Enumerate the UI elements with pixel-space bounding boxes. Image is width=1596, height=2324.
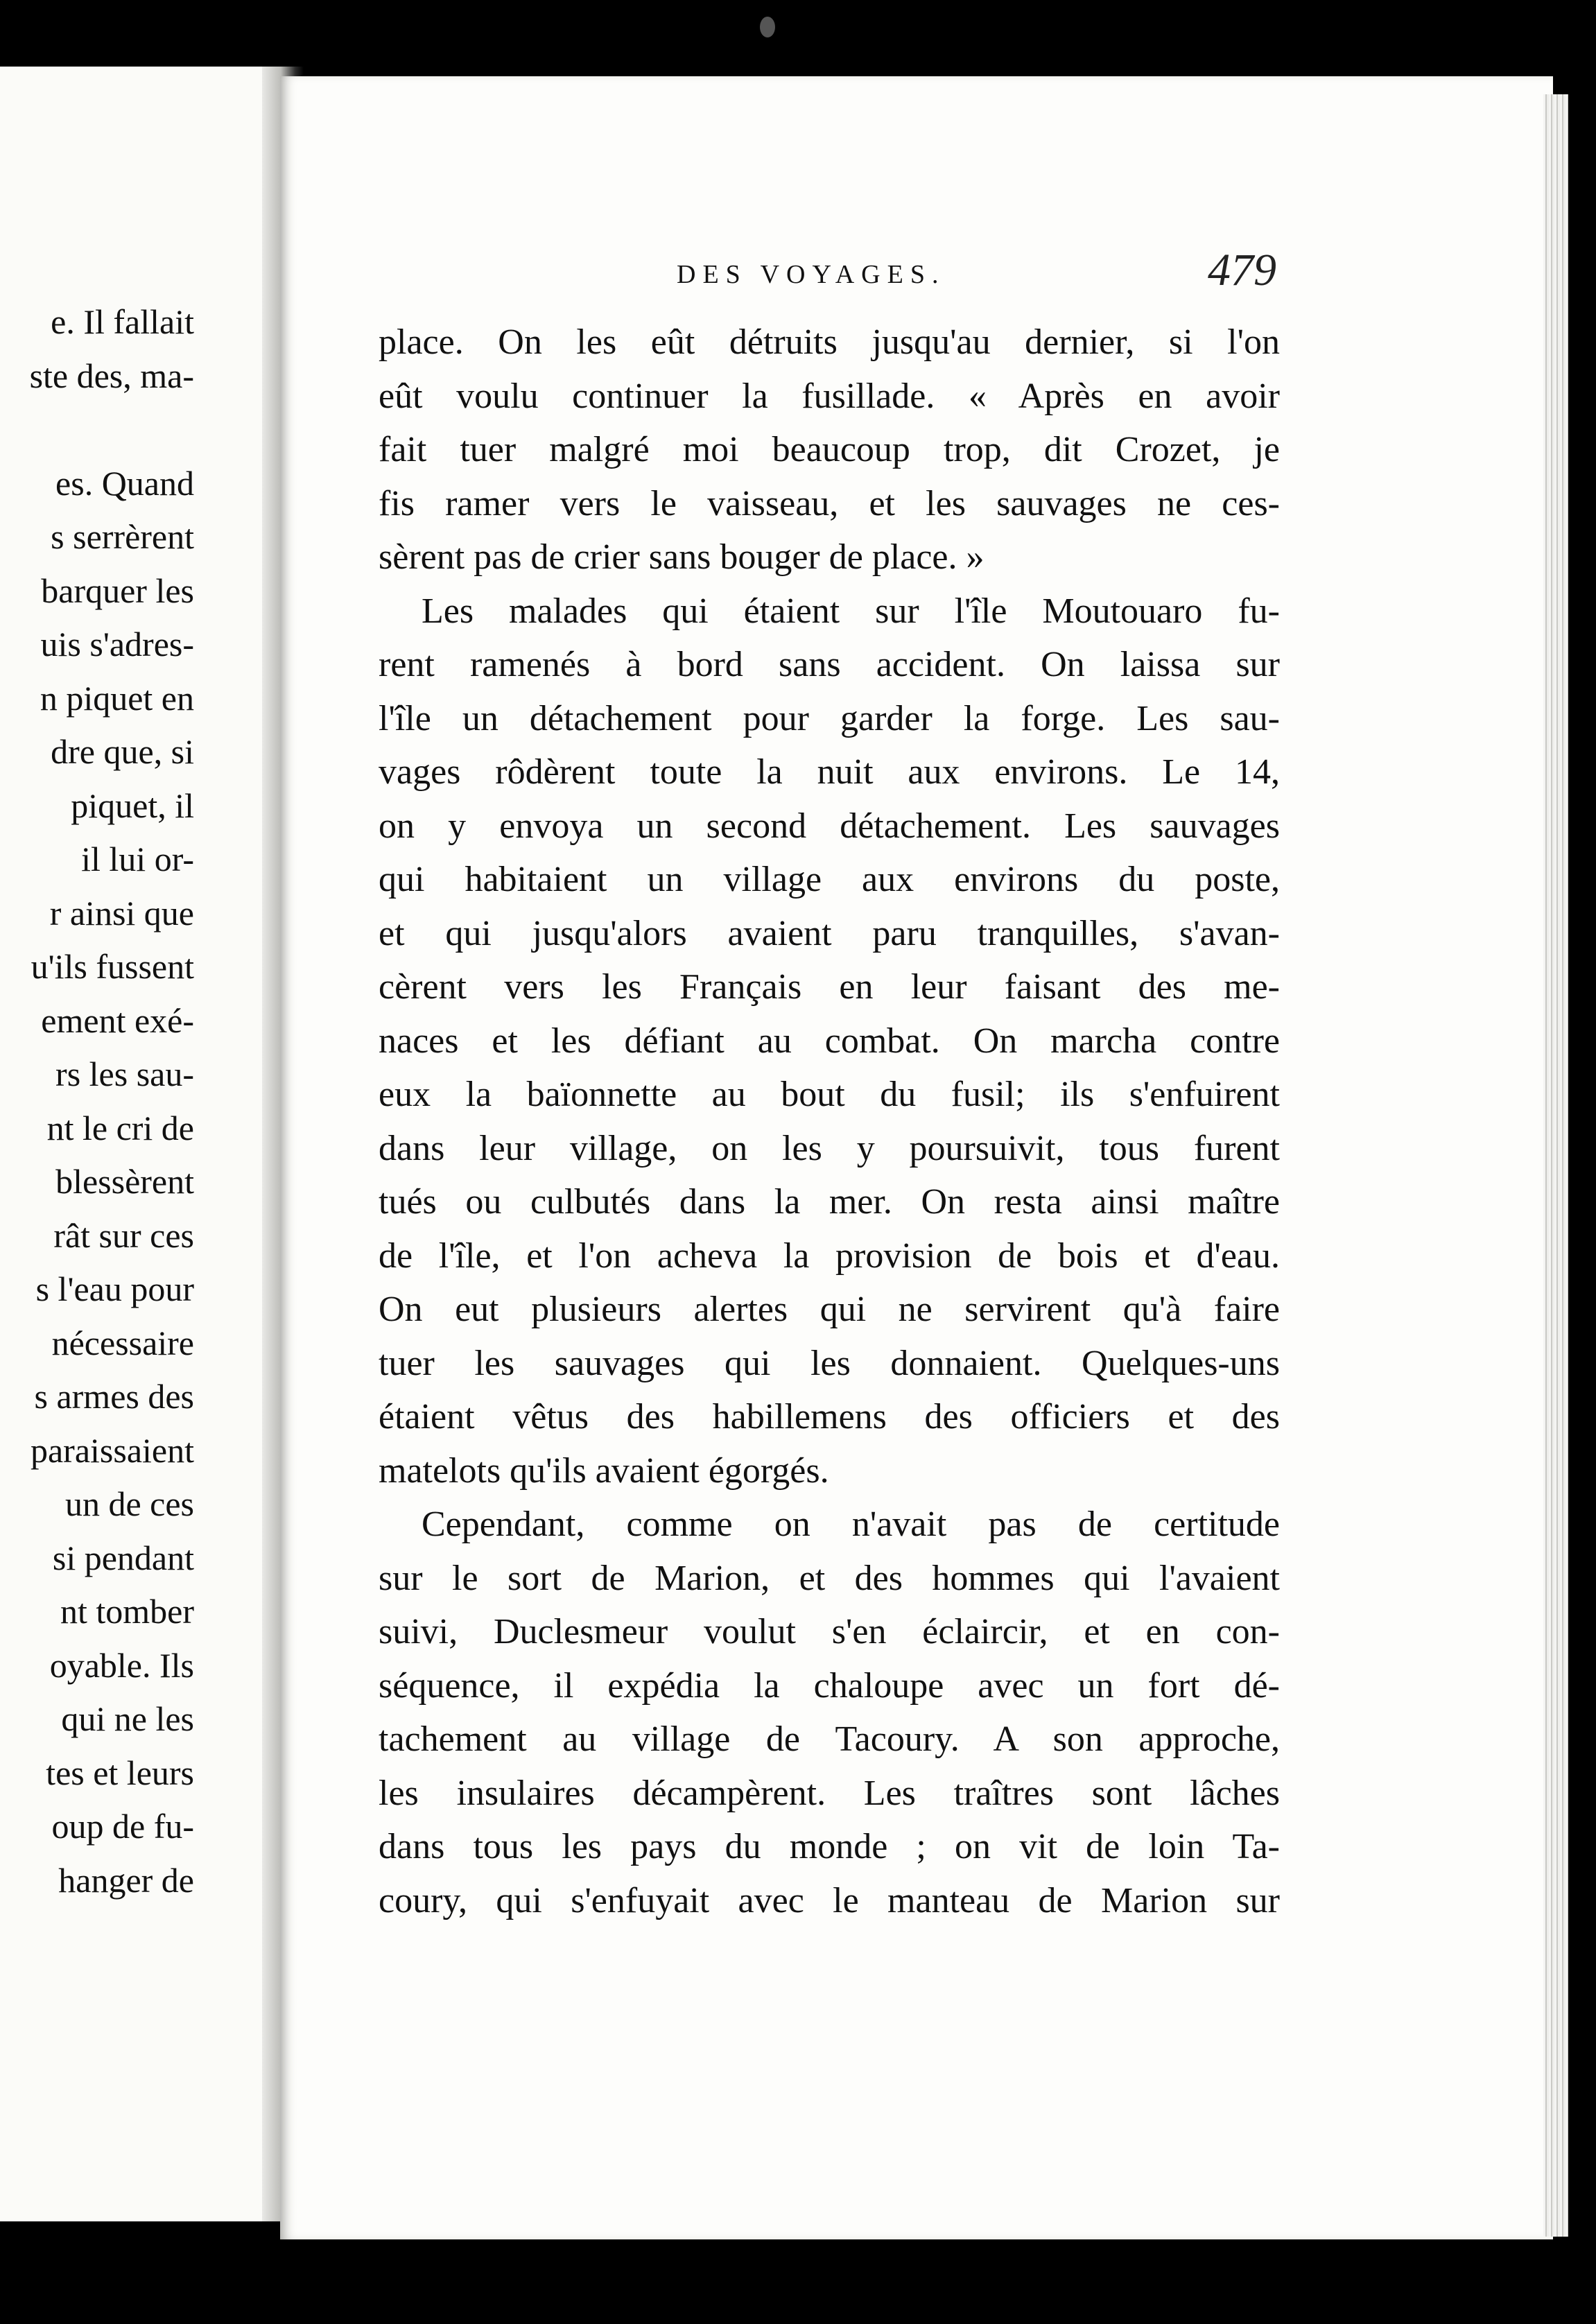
text-line: matelots qu'ils avaient égorgés. (379, 1450, 829, 1491)
text-line: tachement au village de Tacoury. A son approche, (379, 1719, 1280, 1759)
left-page-line: oup de fu- (51, 1807, 194, 1846)
text-line: de l'île, et l'on acheva la provision de bois et d'eau. (379, 1235, 1280, 1276)
left-page-line: ement exé- (41, 1000, 194, 1040)
running-head: DES VOYAGES. (677, 260, 946, 289)
left-page-line: rât sur ces (53, 1215, 194, 1255)
text-line: l'île un détachement pour garder la forge. Les sau- (379, 698, 1280, 738)
left-page-line: piquet, il (71, 786, 194, 825)
text-line: place. On les eût détruits jusqu'au dernier, si l'on (379, 322, 1280, 362)
left-page-line: nt tomber (60, 1592, 194, 1631)
left-page-line: e. Il fallait (51, 302, 194, 341)
left-page-line: il lui or- (81, 840, 194, 878)
text-line: dans leur village, on les y poursuivit, tous furent (379, 1128, 1280, 1168)
left-page-line (30, 403, 194, 457)
text-line: tuer les sauvages qui les donnaient. Quelques-uns (379, 1343, 1280, 1383)
left-page-line: r ainsi que (49, 893, 194, 933)
left-page-line: n piquet en (40, 678, 194, 718)
text-line: cèrent vers les Français en leur faisant des me- (379, 967, 1280, 1007)
text-line: séquence, il expédia la chaloupe avec un fort dé- (379, 1665, 1280, 1706)
left-page-line: paraissaient (30, 1430, 194, 1470)
text-line: rent ramenés à bord sans accident. On laissa sur (379, 645, 1280, 684)
left-page-line: dre que, si (51, 732, 194, 771)
left-page-line: un de ces (64, 1484, 194, 1523)
text-line: eût voulu continuer la fusillade. « Après en avoir (379, 376, 1280, 416)
left-page-line: blessèrent (55, 1162, 194, 1201)
text-line: vages rôdèrent toute la nuit aux environs. Le 14, (379, 752, 1280, 792)
text-line: les insulaires décampèrent. Les traîtres sont lâches (379, 1773, 1280, 1813)
text-line: On eut plusieurs alertes qui ne servirent qu'à faire (379, 1290, 1280, 1329)
text-line: naces et les défiant au combat. On marcha contre (379, 1021, 1280, 1061)
text-line: qui habitaient un village aux environs du poste, (379, 860, 1280, 899)
left-page-line: uis s'adres- (40, 625, 194, 664)
text-line: on y envoya un second détachement. Les sauvages (379, 806, 1280, 846)
left-page-line: s armes des (34, 1377, 194, 1416)
text-line: sèrent pas de crier sans bouger de place. » (379, 537, 985, 577)
left-page-line: nt le cri de (46, 1108, 194, 1147)
text-line: et qui jusqu'alors avaient paru tranquilles, s'avan- (379, 913, 1280, 953)
left-page-line: oyable. Ils (49, 1645, 194, 1685)
text-line: eux la baïonnette au bout du fusil; ils s'enfuirent (379, 1075, 1280, 1114)
left-page-line: u'ils fussent (31, 947, 194, 986)
scan-speck (760, 17, 775, 37)
text-line: fait tuer malgré moi beaucoup trop, dit Crozet, je (379, 430, 1280, 469)
left-page (0, 67, 270, 2221)
text-line: suivi, Duclesmeur voulut s'en éclaircir, et en con- (379, 1612, 1280, 1651)
page-edges (1543, 94, 1568, 2237)
text-line: tués ou culbutés dans la mer. On resta ainsi maître (379, 1182, 1280, 1222)
left-page-line: tes et leurs (46, 1753, 194, 1792)
text-line: étaient vêtus des habillemens des officiers et des (379, 1397, 1280, 1437)
left-page-line: ste des, ma- (29, 356, 194, 395)
left-page-line: si pendant (52, 1538, 194, 1577)
left-page-text (30, 295, 194, 1907)
text-line: Cependant, comme on n'avait pas de certitude (422, 1504, 1280, 1544)
left-page-line: barquer les (41, 571, 194, 610)
left-page-line: s l'eau pour (35, 1269, 194, 1308)
text-line: sur le sort de Marion, et des hommes qui l'avaient (379, 1558, 1280, 1598)
left-page-line: es. Quand (55, 463, 194, 503)
text-line: dans tous les pays du monde ; on vit de loin Ta- (379, 1827, 1280, 1866)
left-page-line: nécessaire (51, 1323, 194, 1362)
left-page-line: qui ne les (61, 1699, 194, 1738)
main-text-block (379, 315, 1280, 1927)
text-line: Les malades qui étaient sur l'île Moutouaro fu- (422, 591, 1280, 631)
left-page-line: rs les sau- (55, 1055, 194, 1093)
page-number: 479 (1208, 245, 1276, 295)
left-page-line: hanger de (58, 1860, 194, 1900)
text-line: coury, qui s'enfuyait avec le manteau de Marion sur (379, 1880, 1280, 1920)
left-page-line: s serrèrent (51, 517, 194, 556)
text-line: fis ramer vers le vaisseau, et les sauvages ne ces- (379, 483, 1280, 523)
